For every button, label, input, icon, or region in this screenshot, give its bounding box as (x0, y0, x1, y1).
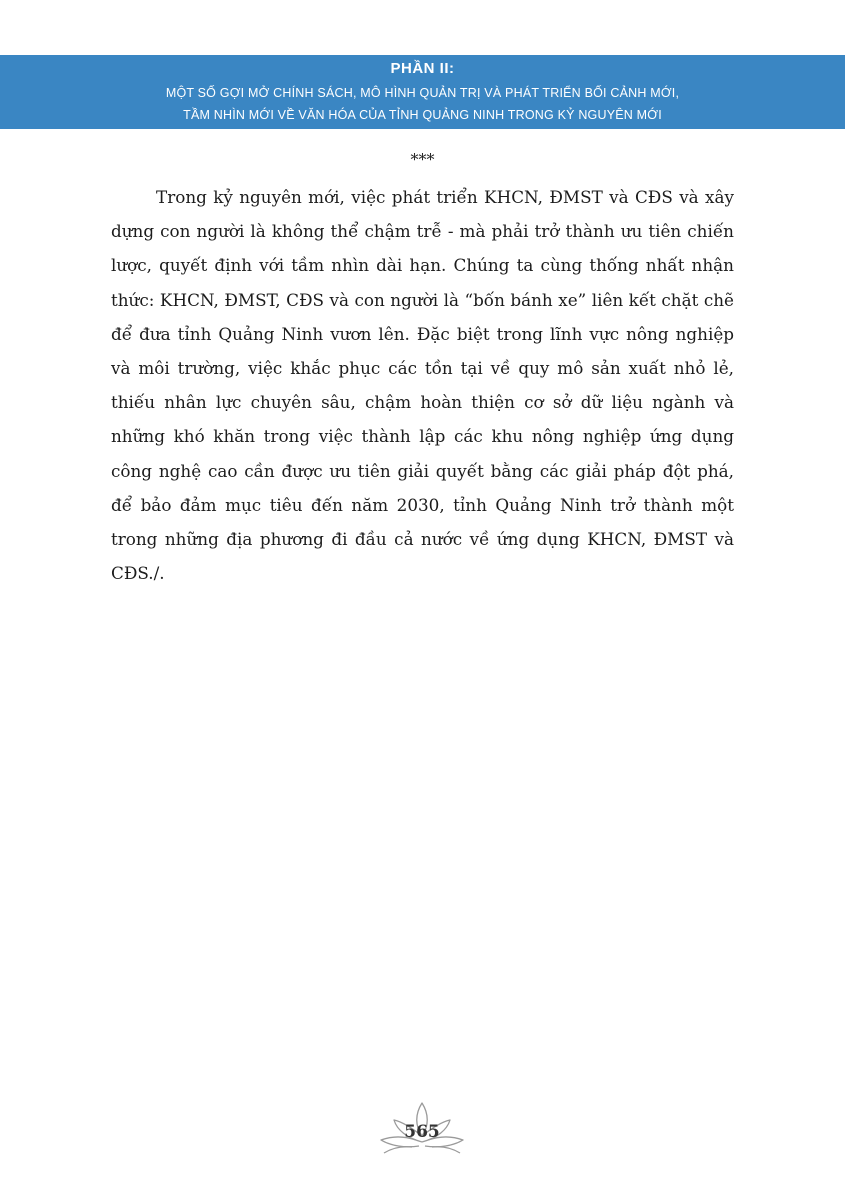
page-footer (372, 1100, 472, 1162)
section-separator: *** (410, 150, 435, 169)
section-subtitle-line-1: MỘT SỐ GỢI MỞ CHÍNH SÁCH, MÔ HÌNH QUẢN TRỊ VÀ PHÁT TRIỂN BỐI CẢNH MỚI, (165, 86, 680, 100)
page-number: 565 (404, 1122, 440, 1142)
body-paragraph: Trong kỷ nguyên mới, việc phát triển KHCN, ĐMST và CĐS và xây dựng con người là không thể chậm trễ - mà phải trở thành ưu tiên chiến lược, quyết định với tầm nhìn dài hạn. Chúng ta cùng thống nhất nhận thức: KHCN, ĐMST, CĐS và con người là “bốn bánh xe” liên kết chặt chẽ để đưa tỉnh Quảng Ninh vươn lên. Đặc biệt trong lĩnh vực nông nghiệp và môi trường, việc khắc phục các tồn tại về quy mô sản xuất nhỏ lẻ, thiếu nhân lực chuyên sâu, chậm hoàn thiện cơ sở dữ liệu ngành và những khó khăn trong việc thành lập các khu nông nghiệp ứng dụng công nghệ cao cần được ưu tiên giải quyết bằng các giải pháp đột phá, để bảo đảm mục tiêu đến năm 2030, tỉnh Quảng Ninh trở thành một trong những địa phương đi đầu cả nước về ứng dụng KHCN, ĐMST và CĐS./. (111, 187, 734, 584)
section-subtitle-line-2: TẦM NHÌN MỚI VỀ VĂN HÓA CỦA TỈNH QUẢNG NINH TRONG KỶ NGUYÊN MỚI (183, 108, 662, 122)
section-header-band (0, 55, 845, 129)
part-title: PHẦN II: (390, 60, 455, 77)
